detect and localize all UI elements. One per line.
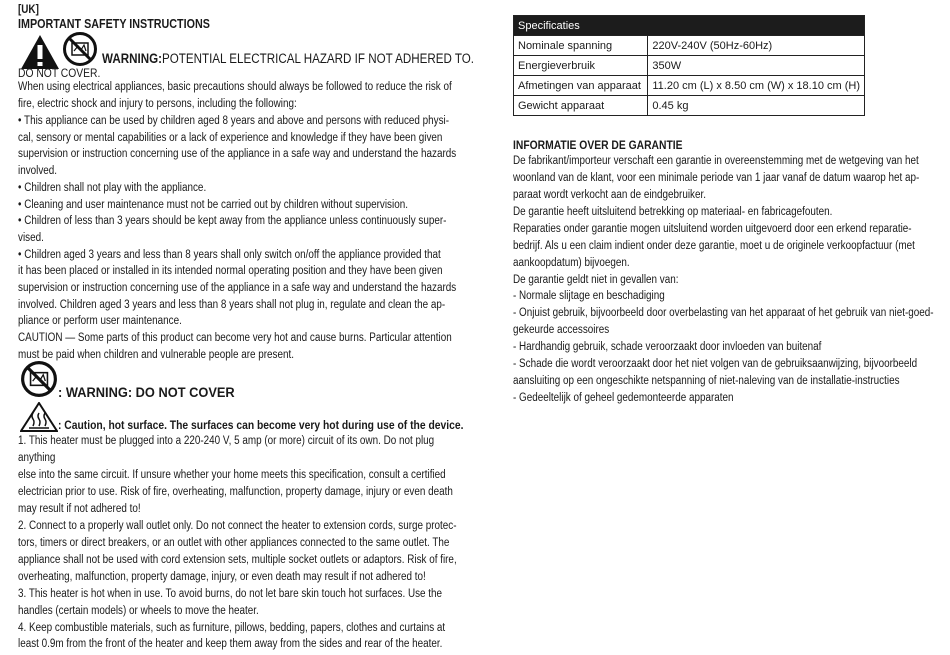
text-line: electrician prior to use. Risk of fire, overheating, malfunction, property damage, injury or even death xyxy=(18,486,453,498)
text-line: - Normale slijtage en beschadiging xyxy=(513,290,665,302)
text-line: involved. xyxy=(18,165,58,177)
table-header-row xyxy=(514,16,865,36)
text-line: bedrijf. Als u een claim indient onder deze garantie, moet u de originele verkoopfactuur (met xyxy=(513,240,915,252)
warning-text: POTENTIAL ELECTRICAL HAZARD IF NOT ADHERED TO. xyxy=(161,51,475,66)
spec-value: 0.45 kg xyxy=(648,96,865,116)
safety-heading: IMPORTANT SAFETY INSTRUCTIONS xyxy=(18,17,210,31)
text-line: vised. xyxy=(18,232,44,244)
text-line: involved. Children aged 3 years and less than 8 years shall not plug in, regulate and clean the ap- xyxy=(18,299,446,311)
spec-label: Afmetingen van apparaat xyxy=(514,76,648,96)
text-line: fire, electric shock and injury to persons, including the following: xyxy=(18,98,297,110)
text-line: Reparaties onder garantie mogen uitsluitend worden uitgevoerd door een erkend reparatie- xyxy=(513,223,912,235)
text-line: may result if not adhered to! xyxy=(18,503,141,515)
text-line: - Onjuist gebruik, bijvoorbeeld door overbelasting van het apparaat of het gebruik van niet-goed- xyxy=(513,307,934,319)
table-row xyxy=(514,56,865,76)
spec-value: 220V-240V (50Hz-60Hz) xyxy=(648,36,865,56)
text-line: overheating, malfunction, property damage, injury, or even death may result if not adhered to! xyxy=(18,571,426,583)
table-row xyxy=(514,76,865,96)
specifications-table xyxy=(513,15,865,116)
text-line: pliance or perform user maintenance. xyxy=(18,315,182,327)
do-not-cover-text: DO NOT COVER. xyxy=(18,66,101,80)
warning-label: WARNING: xyxy=(102,51,162,66)
text-line: gekeurde accessoires xyxy=(513,324,610,336)
text-line: paraat wordt verkocht aan de eindgebruiker. xyxy=(513,189,706,201)
spec-table-header: Specificaties xyxy=(514,16,865,36)
text-line: - Gedeeltelijk of geheel gedemonteerde apparaten xyxy=(513,392,734,404)
spec-label: Nominale spanning xyxy=(514,36,648,56)
text-line: anything xyxy=(18,452,56,464)
spec-label: Energieverbruik xyxy=(514,56,648,76)
text-line: cal, sensory or mental capabilities or a lack of experience and knowledge if they have been given xyxy=(18,132,443,144)
table-row xyxy=(514,96,865,116)
text-line: supervision or instruction concerning use of the appliance in a safe way and understand the hazards xyxy=(18,148,457,160)
table-row xyxy=(514,36,865,56)
text-line: CAUTION — Some parts of this product can become very hot and cause burns. Particular attention xyxy=(18,332,452,344)
text-line: 2. Connect to a properly wall outlet only. Do not connect the heater to extension cords, surge protec- xyxy=(18,520,457,532)
do-not-cover-icon xyxy=(62,31,98,67)
text-line: - Hardhandig gebruik, schade veroorzaakt door invloeden van buitenaf xyxy=(513,341,822,353)
text-line: • Children shall not play with the appliance. xyxy=(18,182,207,194)
text-line: aankoopdatum) bijvoegen. xyxy=(513,257,630,269)
text-line: else into the same circuit. If unsure whether your home meets this specification, consult a certified xyxy=(18,469,446,481)
spec-value: 350W xyxy=(648,56,865,76)
spec-label: Gewicht apparaat xyxy=(514,96,648,116)
text-line: 3. This heater is hot when in use. To avoid burns, do not let bare skin touch hot surfaces. Use the xyxy=(18,588,443,600)
text-line: least 0.9m from the front of the heater and keep them away from the sides and rear of the heater. xyxy=(18,638,443,650)
do-not-cover-icon xyxy=(20,360,58,398)
text-line: must be paid when children and vulnerable people are present. xyxy=(18,349,295,361)
text-line: De garantie heeft uitsluitend betrekking op materiaal- en fabricagefouten. xyxy=(513,206,833,218)
text-line: • Children aged 3 years and less than 8 years shall only switch on/off the appliance provided that xyxy=(18,249,441,261)
text-line: De garantie geldt niet in gevallen van: xyxy=(513,274,679,286)
text-line: When using electrical appliances, basic precautions should always be followed to reduce the risk of xyxy=(18,81,452,93)
caution-hot-surface: : Caution, hot surface. The surfaces can become very hot during use of the device. xyxy=(58,418,464,432)
spec-value: 11.20 cm (L) x 8.50 cm (W) x 18.10 cm (H) xyxy=(648,76,865,96)
text-line: • Cleaning and user maintenance must not be carried out by children without supervision. xyxy=(18,199,408,211)
warning-do-not-cover: : WARNING: DO NOT COVER xyxy=(58,385,235,400)
text-line: aansluiting op een ongeschikte netspanning of niet-naleving van de installatie-instructies xyxy=(513,375,900,387)
text-line: • This appliance can be used by children aged 8 years and above and persons with reduced physi- xyxy=(18,115,450,127)
text-line: 1. This heater must be plugged into a 220-240 V, 5 amp (or more) circuit of its own. Do not plug xyxy=(18,435,435,447)
text-line: 4. Keep combustible materials, such as furniture, pillows, bedding, papers, clothes and curtains at xyxy=(18,622,446,634)
text-line: supervision or instruction concerning use of the appliance in a safe way and understand the hazards xyxy=(18,282,457,294)
hot-surface-icon xyxy=(20,402,58,432)
text-line: it has been placed or installed in its intended normal operating position and they have been given xyxy=(18,265,443,277)
text-line: tors, timers or direct breakers, or an outlet with other appliances connected to the same outlet. The xyxy=(18,537,450,549)
text-line: handles (certain models) or wheels to move the heater. xyxy=(18,605,259,617)
text-line: De fabrikant/importeur verschaft een garantie in overeenstemming met de wetgeving van het xyxy=(513,155,919,167)
text-line: - Schade die wordt veroorzaakt door het niet volgen van de gebruiksaanwijzing, bijvoorbeeld xyxy=(513,358,918,370)
text-line: • Children of less than 3 years should be kept away from the appliance unless continuously super- xyxy=(18,215,447,227)
warning-line xyxy=(102,51,474,67)
text-line: woonland van de klant, voor een minimale periode van 1 jaar vanaf de datum waarop het ap- xyxy=(513,172,920,184)
text-line: appliance shall not be used with cord extension sets, multiple socket outlets or adaptors. Risk of fire, xyxy=(18,554,457,566)
language-tag: [UK] xyxy=(18,4,39,16)
warranty-heading: INFORMATIE OVER DE GARANTIE xyxy=(513,138,683,152)
